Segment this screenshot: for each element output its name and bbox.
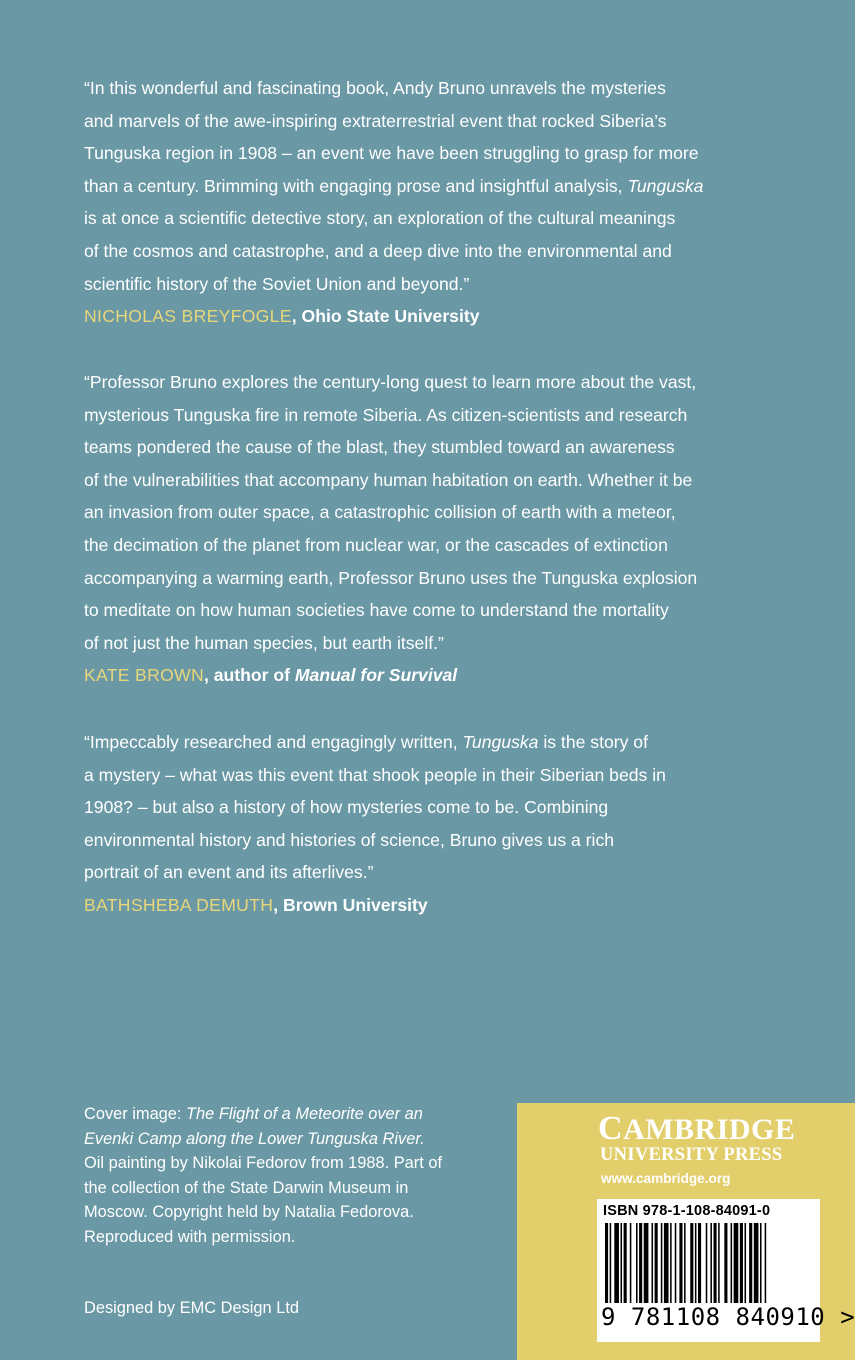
barcode-bar: [624, 1223, 627, 1303]
barcode-bar: [690, 1223, 693, 1303]
quote-text: “Impeccably researched and engagingly written,: [84, 732, 463, 752]
barcode-bar: [630, 1223, 632, 1303]
publisher-logo: [598, 1110, 796, 1147]
quote-line: to meditate on how human societies have come to understand the mortality: [84, 600, 669, 621]
endorser-affiliation: , Ohio State University: [291, 306, 480, 327]
barcode-bar: [740, 1223, 743, 1303]
endorser-name: NICHOLAS BREYFOGLE: [84, 306, 292, 327]
barcode-bar: [664, 1223, 669, 1303]
barcode-bar: [675, 1223, 677, 1303]
book-title: Tunguska: [627, 175, 704, 196]
quote-line: environmental history and histories of science, Bruno gives us a rich: [84, 829, 615, 850]
barcode-bar: [636, 1223, 638, 1303]
barcode-bar: [745, 1223, 747, 1303]
barcode-bar: [684, 1223, 686, 1303]
quote-attribution: [84, 300, 804, 333]
barcode-bar: [731, 1223, 733, 1303]
barcode-bar: [706, 1223, 708, 1303]
publisher-initial: C: [598, 1110, 624, 1147]
quote-line: scientific history of the Soviet Union and beyond.”: [84, 273, 470, 294]
barcode-bar: [714, 1223, 717, 1303]
publisher-subtitle: UNIVERSITY PRESS: [600, 1145, 783, 1165]
isbn-label: ISBN 978-1-108-84091-0: [603, 1203, 771, 1219]
quote-attribution: [84, 889, 804, 922]
barcode-bar: [710, 1223, 712, 1303]
quote-line: the decimation of the planet from nuclear war, or the cascades of extinction: [84, 534, 668, 555]
quote-line: of the vulnerabilities that accompany human habitation on earth. Whether it be: [84, 469, 693, 490]
cover-image-credit: [84, 1102, 444, 1250]
book-title: Tunguska: [462, 732, 539, 752]
barcode-bar: [724, 1223, 727, 1303]
quote-text: than a century. Brimming with engaging prose and insightful analysis,: [84, 175, 623, 196]
barcode: [597, 1199, 855, 1342]
publisher-url: www.cambridge.org: [601, 1171, 731, 1186]
quote-line: “Professor Bruno explores the century-long quest to learn more about the vast,: [84, 372, 697, 392]
barcode-bar: [621, 1223, 623, 1303]
quote-line: accompanying a warming earth, Professor Bruno uses the Tunguska explosion: [84, 567, 698, 588]
barcode-bar: [614, 1223, 619, 1303]
quote-line: “In this wonderful and fascinating book, Andy Bruno unravels the mysteries: [84, 78, 666, 98]
publisher-panel: [517, 1103, 855, 1360]
barcode-bar: [698, 1223, 701, 1303]
quote-line: a mystery – what was this event that shook people in their Siberian beds in: [84, 764, 666, 785]
quote-text: is the story of: [538, 732, 648, 752]
quote-line: an invasion from outer space, a catastrophic collision of earth with a meteor,: [84, 502, 676, 523]
barcode-bar: [679, 1223, 682, 1303]
barcode-bar: [754, 1223, 759, 1303]
barcode-bar: [655, 1223, 658, 1303]
endorser-name: KATE BROWN: [84, 665, 204, 686]
barcode-bar: [610, 1223, 612, 1303]
quote-line: teams pondered the cause of the blast, they stumbled toward an awareness: [84, 437, 675, 458]
quote-line: mysterious Tunguska fire in remote Siberia. As citizen-scientists and research: [84, 404, 688, 425]
quote-attribution: [84, 659, 804, 692]
barcode-bar: [605, 1223, 608, 1303]
quote-line: 1908? – but also a history of how mysteries come to be. Combining: [84, 797, 609, 818]
quote-line: and marvels of the awe-inspiring extraterrestrial event that rocked Siberia’s: [84, 110, 667, 131]
quote-line: Tunguska region in 1908 – an event we have been struggling to grasp for more: [84, 143, 699, 164]
credit-prefix: Cover image:: [84, 1105, 187, 1123]
barcode-bar: [652, 1223, 654, 1303]
painting-title: The Flight of a Meteorite over an Evenki Camp along the Lower Tunguska River.: [84, 1105, 425, 1148]
quote-demuth: [84, 726, 804, 922]
quote-line: of not just the human species, but earth itself.”: [84, 632, 444, 653]
barcode-bar: [644, 1223, 649, 1303]
barcode-bar: [760, 1223, 762, 1303]
barcode-bar: [661, 1223, 663, 1303]
quote-line: is at once a scientific detective story, an exploration of the cultural meanings: [84, 208, 676, 229]
quote-line: portrait of an event and its afterlives.”: [84, 862, 374, 883]
endorser-book: Manual for Survival: [294, 665, 458, 686]
endorser-affiliation: , author of: [203, 665, 295, 686]
quote-line: of the cosmos and catastrophe, and a deep dive into the environmental and: [84, 240, 672, 261]
barcode-bar: [670, 1223, 672, 1303]
quote-line: [84, 726, 804, 759]
barcode-digits: 9 781108 840910 >: [601, 1303, 855, 1331]
endorser-name: BATHSHEBA DEMUTH: [84, 894, 274, 915]
barcode-bar: [765, 1223, 767, 1303]
quote-breyfogle: [84, 72, 804, 333]
quote-line: [84, 170, 804, 203]
designer-credit: Designed by EMC Design Ltd: [84, 1299, 300, 1317]
barcode-bar: [695, 1223, 697, 1303]
barcode-bar: [749, 1223, 752, 1303]
barcode-bars-icon: [603, 1223, 813, 1305]
credit-text: Oil painting by Nikolai Fedorov from 1988. Part of the collection of the State Darwin Museum in Moscow. Copyright held by Natalia Fedorova. Reproduced with permission.: [84, 1154, 443, 1246]
barcode-bar: [639, 1223, 642, 1303]
quote-brown: [84, 366, 804, 692]
publisher-name: AMBRIDGE: [623, 1113, 796, 1146]
endorser-affiliation: , Brown University: [273, 894, 428, 915]
barcode-bar: [734, 1223, 739, 1303]
barcode-bar: [718, 1223, 720, 1303]
